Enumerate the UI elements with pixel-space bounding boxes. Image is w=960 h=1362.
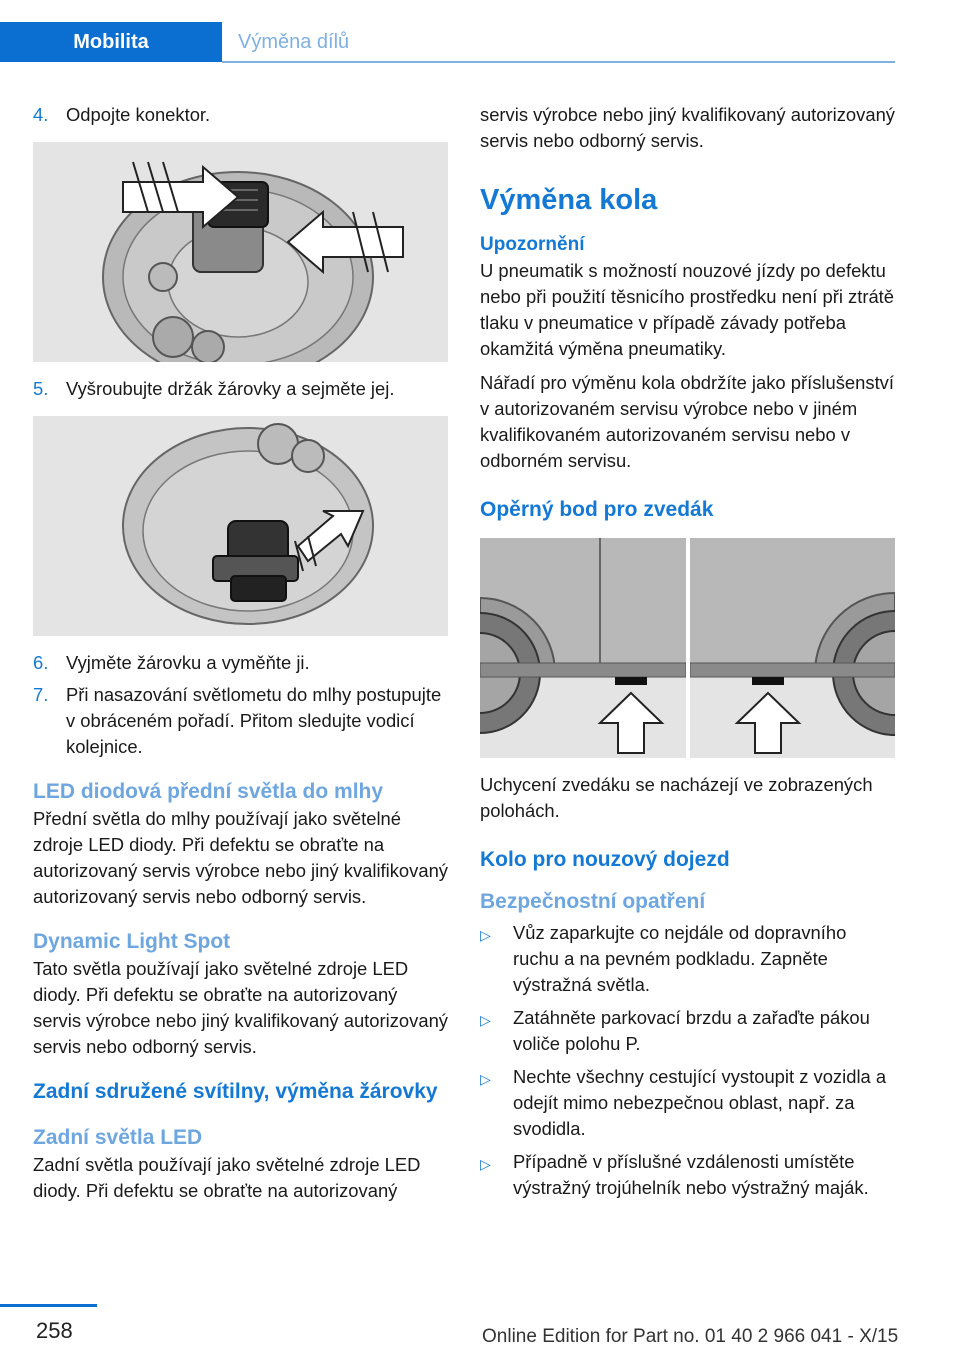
list-item bbox=[480, 1064, 895, 1142]
step-text: Vyjměte žárovku a vyměňte ji. bbox=[66, 652, 310, 673]
spare-wheel-heading: Kolo pro nouzový dojezd bbox=[480, 848, 730, 871]
list-item bbox=[480, 920, 895, 998]
list-item-text: Případně v příslušné vzdálenosti umístěte výstražný trojúhelník nebo výstražný maják. bbox=[513, 1151, 869, 1198]
right-column bbox=[480, 102, 895, 1208]
step-number: 4. bbox=[33, 104, 49, 125]
bulb-holder-illustration bbox=[33, 416, 448, 636]
step-number: 5. bbox=[33, 378, 49, 399]
step-7 bbox=[33, 682, 448, 760]
step-text: Odpojte konektor. bbox=[66, 104, 211, 125]
connector-figure bbox=[33, 142, 448, 362]
list-item-text: Vůz zaparkujte co nejdále od dopravního ruchu a na pevném podkladu. Zapněte výstražná světla. bbox=[513, 922, 847, 995]
triangle-bullet-icon: ▷ bbox=[480, 1156, 491, 1172]
step-text: Vyšroubujte držák žárovky a sejměte jej. bbox=[66, 378, 395, 399]
step-number: 6. bbox=[33, 652, 49, 673]
footer-edition: Online Edition for Part no. 01 40 2 966 041 - X/15 bbox=[482, 1326, 899, 1347]
step-number: 7. bbox=[33, 684, 49, 705]
notice-heading: Upozornění bbox=[480, 234, 585, 255]
header-rule bbox=[222, 61, 895, 63]
list-item bbox=[480, 1149, 895, 1201]
step-6 bbox=[33, 650, 448, 676]
subsection-tab: Výměna dílů bbox=[238, 30, 350, 53]
notice-text-2: Nářadí pro výměnu kola obdržíte jako příslušenství v autorizovaném servisu výrobce nebo v jiném kvalifikovaném autorizovaném servisu nebo v odborném servisu. bbox=[480, 372, 894, 471]
wheel-change-heading: Výměna kola bbox=[480, 184, 658, 216]
rear-led-text: Zadní světla používají jako světelné zdroje LED diody. Při defektu se obraťte na autorizovaný bbox=[33, 1154, 421, 1201]
footer-rule bbox=[0, 1304, 97, 1307]
rear-jack-illustration bbox=[690, 538, 895, 758]
triangle-bullet-icon: ▷ bbox=[480, 927, 491, 943]
jack-point-front bbox=[480, 538, 686, 758]
connector-illustration bbox=[33, 142, 448, 362]
step-text: Při nasazování světlometu do mlhy postupujte v obráceném pořadí. Přitom sledujte vodicí kolejnice. bbox=[66, 684, 442, 757]
section-tab: Mobilita bbox=[0, 22, 222, 62]
list-item bbox=[480, 1005, 895, 1057]
step-4 bbox=[33, 102, 448, 128]
led-fog-heading: LED diodová přední světla do mlhy bbox=[33, 780, 384, 803]
triangle-bullet-icon: ▷ bbox=[480, 1071, 491, 1087]
safety-heading: Bezpečnostní opatření bbox=[480, 890, 706, 913]
continued-text: servis výrobce nebo jiný kvalifikovaný autorizovaný servis nebo odborný servis. bbox=[480, 104, 896, 151]
jack-caption: Uchycení zvedáku se nacházejí ve zobrazených polohách. bbox=[480, 774, 873, 821]
list-item-text: Nechte všechny cestující vystoupit z vozidla a odejít mimo nebezpečnou oblast, např. za svodidla. bbox=[513, 1066, 887, 1139]
safety-list bbox=[480, 920, 895, 1201]
header-tabs bbox=[0, 22, 895, 62]
triangle-bullet-icon: ▷ bbox=[480, 1012, 491, 1028]
front-jack-illustration bbox=[480, 538, 686, 758]
rear-lights-heading: Zadní sdružené svítilny, výměna žárovky bbox=[33, 1080, 438, 1103]
rear-led-heading: Zadní světla LED bbox=[33, 1126, 203, 1149]
led-fog-text: Přední světla do mlhy používají jako světelné zdroje LED diody. Při defektu se obraťte na autorizovaný servis výrobce nebo jiný kvalifikovaný autorizovaný servis nebo odborný servis. bbox=[33, 808, 449, 907]
jack-points-figure bbox=[480, 538, 895, 758]
list-item-text: Zatáhněte parkovací brzdu a zařaďte pákou voliče polohu P. bbox=[513, 1007, 870, 1054]
bulb-holder-figure bbox=[33, 416, 448, 636]
dynamic-light-spot-text: Tato světla používají jako světelné zdroje LED diody. Při defektu se obraťte na autorizovaný servis výrobce nebo jiný kvalifikovaný autorizovaný servis nebo odborný servis. bbox=[33, 958, 449, 1057]
notice-text-1: U pneumatik s možností nouzové jízdy po defektu nebo při použití těsnicího prostředku není při ztrátě tlaku v pneumatice v případě závady potřeba okamžitá výměna pneumatiky. bbox=[480, 260, 895, 359]
jack-point-heading: Opěrný bod pro zvedák bbox=[480, 498, 714, 521]
left-column bbox=[33, 102, 448, 1204]
dynamic-light-spot-heading: Dynamic Light Spot bbox=[33, 930, 231, 953]
step-5 bbox=[33, 376, 448, 402]
page-number: 258 bbox=[36, 1318, 73, 1343]
jack-point-rear bbox=[690, 538, 895, 758]
